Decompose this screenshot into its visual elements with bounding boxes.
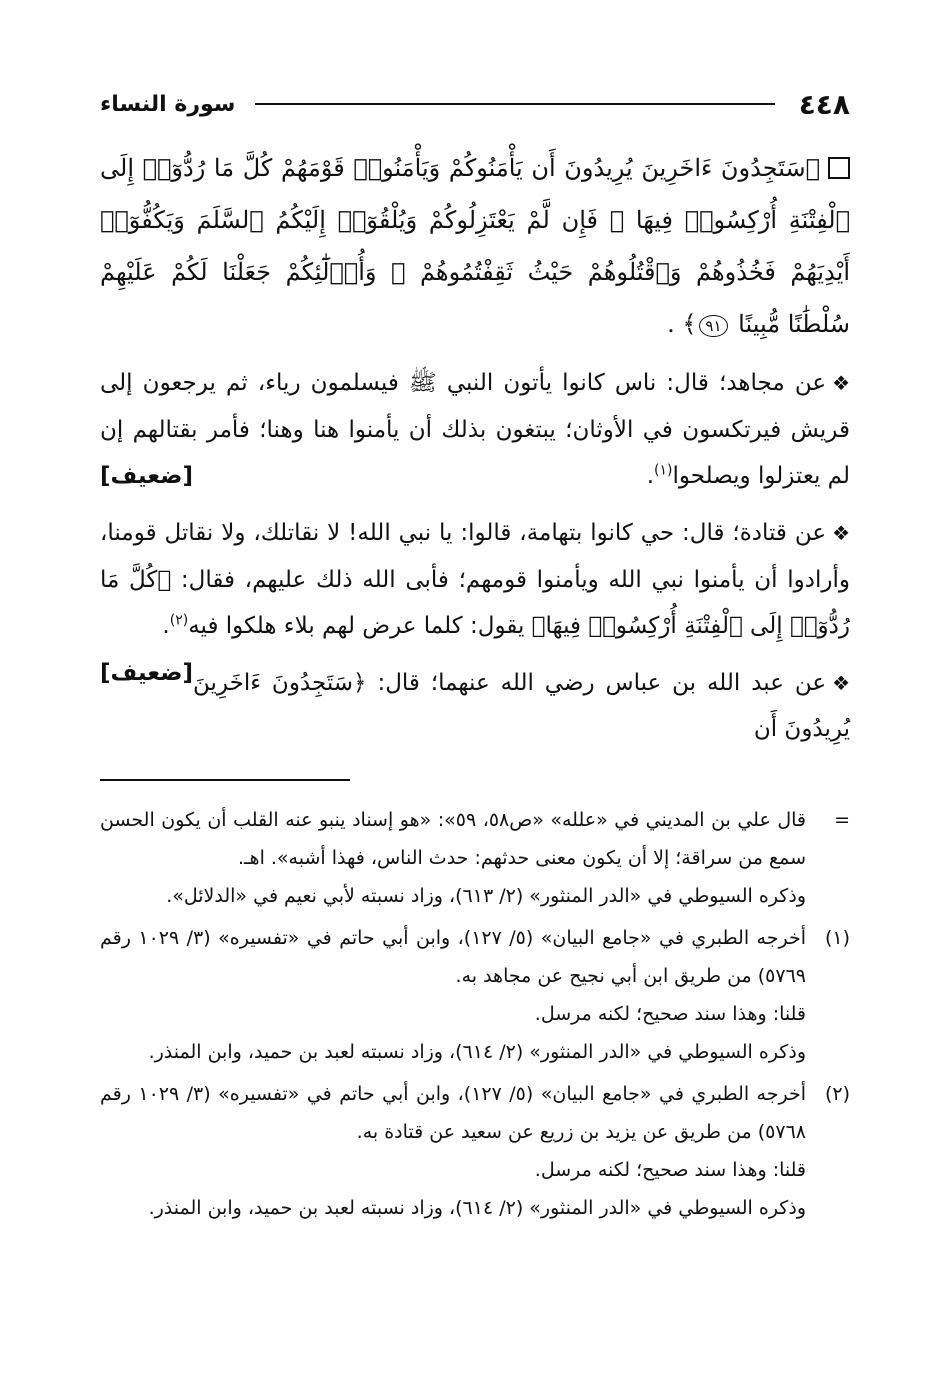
narration-text: عن مجاهد؛ قال: ناس كانوا يأتون النبي ﷺ فيسلمون رياء، ثم يرجعون إلى قريش فيرتكسون في الأوثان؛ يبتغون بذلك أن يأمنوا هنا وهنا؛ فأمر بقتالهم إن لم يعتزلوا ويصلحوا: [100, 370, 850, 490]
footnote-line: قال علي بن المديني في «علله» «ص٥٨، ٥٩»: «هو إسناد ينبو عنه القلب أن يكون الحسن سمع من سراقة؛ إلا أن يكون معنى حدثهم: حدث الناس، فهذا أشبه». اهـ.: [100, 808, 806, 869]
book-page: [100, 80, 850, 1231]
footnote-line: وذكره السيوطي في «الدر المنثور» (٢/ ٦١٤)، وزاد نسبته لعبد بن حميد، وابن المنذر.: [148, 1196, 806, 1219]
page-header: [100, 80, 850, 128]
diamond-bullet-icon: ❖: [832, 521, 850, 545]
narration-text: يقول: كلما عرض لهم بلاء هلكوا فيه: [188, 613, 532, 639]
grade-badge: [ضعيف]: [100, 463, 194, 490]
narration-end: .: [162, 613, 170, 639]
grade-badge: [ضعيف]: [100, 659, 194, 686]
footnote-line: وذكره السيوطي في «الدر المنثور» (٢/ ٦١٤)، وزاد نسبته لعبد بن حميد، وابن المنذر.: [148, 1040, 806, 1063]
footnote-marker: =: [834, 808, 850, 831]
footnote-line: أخرجه الطبري في «جامع البيان» (٥/ ١٢٧)، وابن أبي حاتم في «تفسيره» (٣/ ١٠٢٩ رقم ٥٧٦٨) من طريق عن يزيد بن زريع عن سعيد عن قتادة به.: [100, 1082, 806, 1143]
quran-quote: ﴿كُلَّ مَا رُدُّوٓا۟ إِلَى ٱلْفِتْنَةِ أُرْكِسُوا۟ فِيهَا﴾: [100, 566, 850, 639]
quran-quote: ﴿سَتَجِدُونَ ءَاخَرِينَ يُرِيدُونَ أَن: [193, 669, 850, 743]
page-number: ٤٤٨: [798, 87, 850, 121]
quran-verse: [100, 142, 850, 350]
footnote-line: أخرجه الطبري في «جامع البيان» (٥/ ١٢٧)، وابن أبي حاتم في «تفسيره» (٣/ ١٠٢٩ رقم ٥٧٦٩) من طريق ابن أبي نجيح عن مجاهد به.: [100, 926, 806, 987]
footnote-body: [100, 801, 806, 915]
footnote-1: [100, 919, 850, 1071]
narration-end: .: [646, 463, 654, 490]
footnote-ref[interactable]: (٢): [169, 612, 189, 629]
narration-mujahid: [100, 360, 850, 500]
verse-closing: ﴾ .: [667, 310, 697, 338]
footnote-marker: (١): [824, 926, 850, 949]
square-box-icon: [828, 157, 850, 179]
diamond-bullet-icon: ❖: [832, 371, 850, 396]
main-text: [100, 142, 850, 753]
verse-text: ﴿سَتَجِدُونَ ءَاخَرِينَ يُرِيدُونَ أَن يَأْمَنُوكُمْ وَيَأْمَنُوا۟ قَوْمَهُمْ كُلَّ مَا رُدُّوٓا۟ إِلَى ٱلْفِتْنَةِ أُرْكِسُوا۟ فِيهَا ۚ فَإِن لَّمْ يَعْتَزِلُوكُمْ وَيُلْقُوٓا۟ إِلَيْكُمُ ٱلسَّلَمَ وَيَكُفُّوٓا۟ أَيْدِيَهُمْ فَخُذُوهُمْ وَٱقْتُلُوهُمْ حَيْثُ ثَقِفْتُمُوهُمْ ۚ وَأُو۟لَٰٓئِكُمْ جَعَلْنَا لَكُمْ عَلَيْهِمْ سُلْطَٰنًا مُّبِينًا: [100, 154, 850, 338]
header-rule: [255, 103, 774, 105]
ayah-number: ٩١: [699, 315, 727, 337]
footnote-line: وذكره السيوطي في «الدر المنثور» (٢/ ٦١٣)، وزاد نسبته لأبي نعيم في «الدلائل».: [166, 884, 806, 907]
footnote-continued: [100, 801, 850, 915]
narration-text: عن عبد الله بن عباس رضي الله عنهما؛ قال:: [366, 669, 827, 696]
footnote-line: قلنا: وهذا سند صحيح؛ لكنه مرسل.: [534, 1158, 806, 1181]
footnote-separator: [100, 779, 350, 781]
footnote-body: [100, 1075, 806, 1227]
narration-ibn-abbas: [100, 660, 850, 753]
surah-title: سورة النساء: [100, 91, 236, 117]
footnotes: [100, 801, 850, 1227]
footnote-marker: (٢): [824, 1082, 850, 1105]
footnote-body: [100, 919, 806, 1071]
footnote-2: [100, 1075, 850, 1227]
diamond-bullet-icon: ❖: [832, 670, 850, 695]
footnote-line: قلنا: وهذا سند صحيح؛ لكنه مرسل.: [534, 1002, 806, 1025]
footnote-ref[interactable]: (١): [654, 462, 673, 479]
narration-text: عن قتادة؛ قال: حي كانوا بتهامة، قالوا: يا نبي الله! لا نقاتلك، ولا نقاتل قومنا، وأرادوا أن يأمنوا نبي الله ويأمنوا قومهم؛ فأبى الله ذلك عليهم، فقال:: [100, 519, 850, 593]
